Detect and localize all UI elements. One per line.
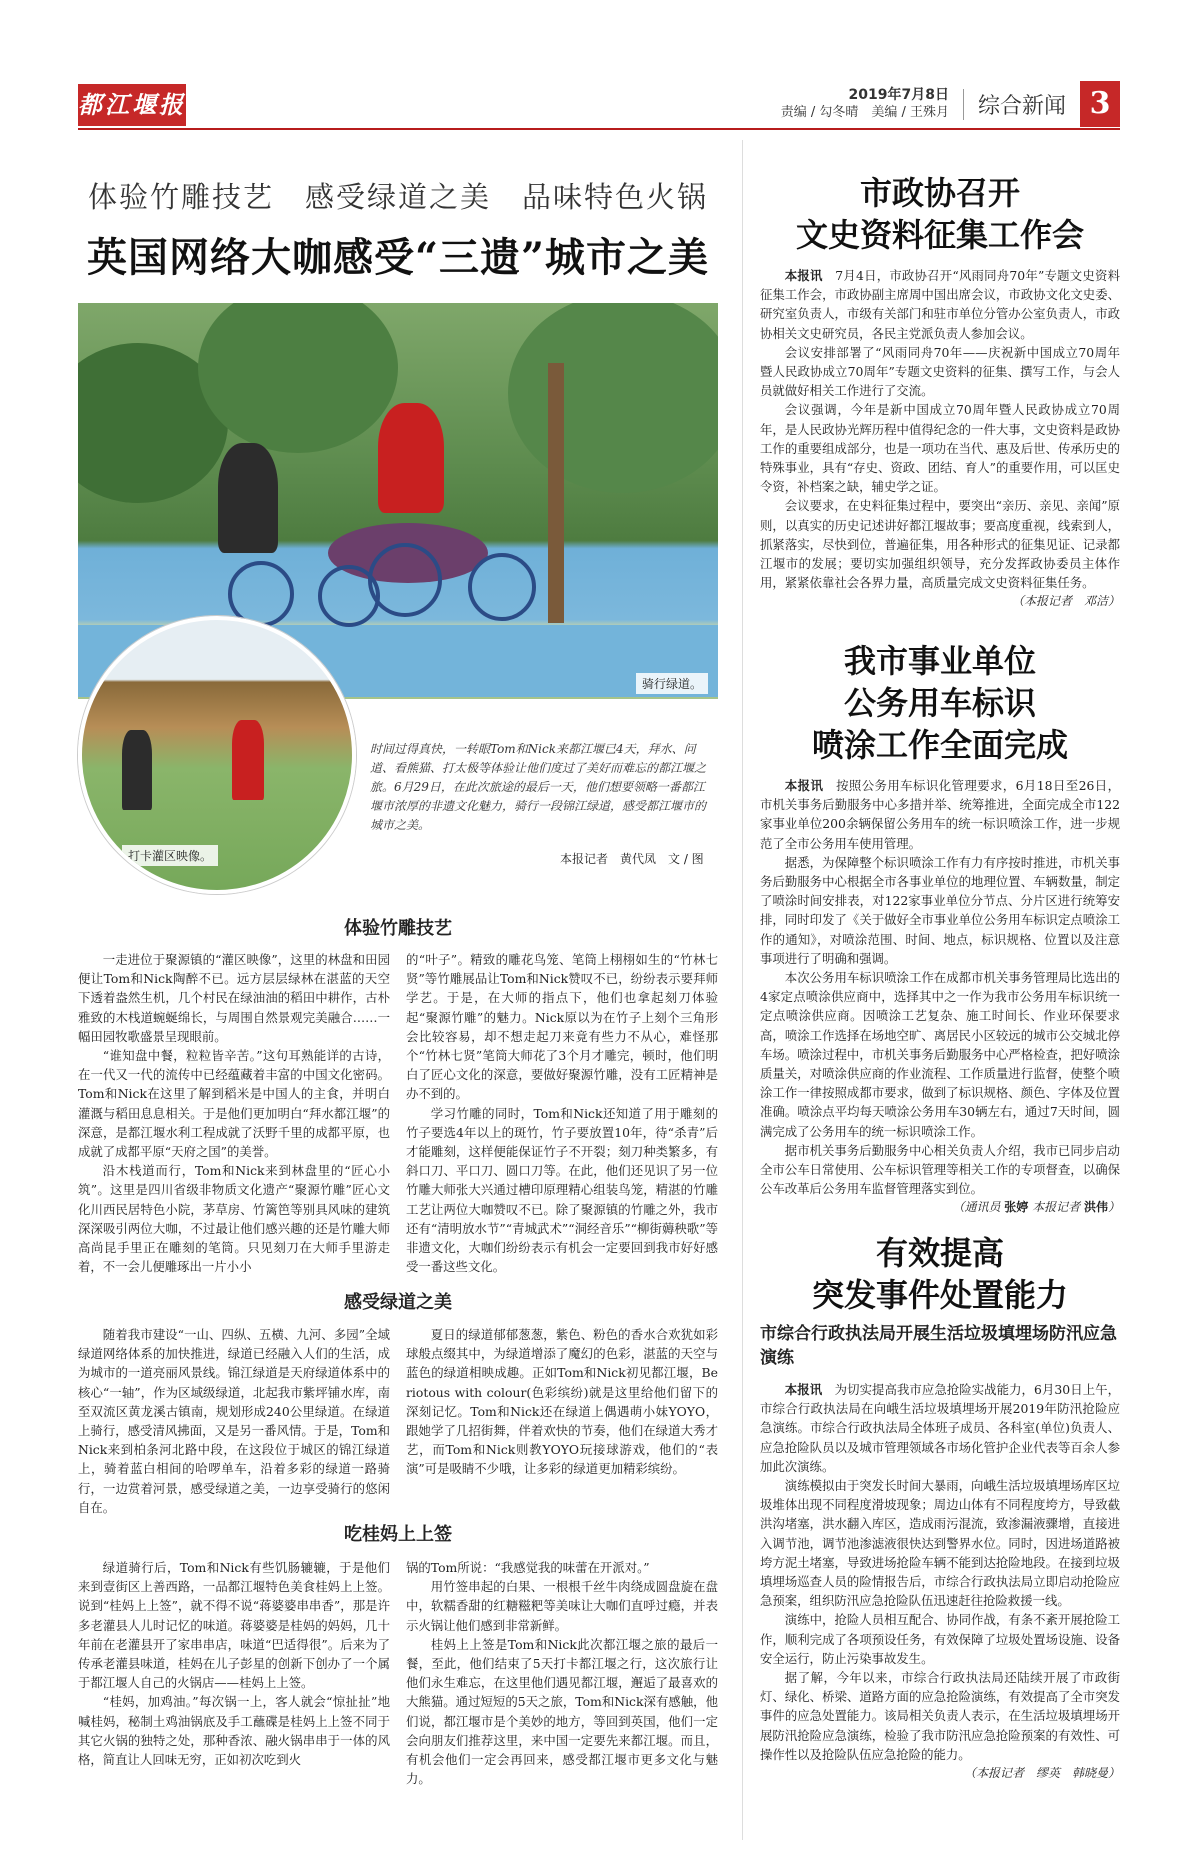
paragraph: 据了解，今年以来，市综合行政执法局还陆续开展了市政街灯、绿化、桥梁、道路方面的应急抢险演练，有效提高了全市突发事件的应急处置能力。该局相关负责人表示，在生活垃圾填埋场开展防汛抢险应急演练，检验了我市防汛应急抢险预案的有效性、可操作性以及抢险队伍应急抢险的能力。: [760, 1670, 1120, 1762]
text-column: [78, 1558, 390, 1788]
paragraph: 一走进位于聚源镇的“灌区映像”，这里的林盘和田园便让Tom和Nick陶醉不已。远方层层绿林在湛蓝的天空下透着盎然生机，几个村民在绿油油的稻田中耕作，古朴雅致的木栈道蜿蜒绵长，与周围自然景观完美融合……一幅田园牧歌盛景呈现眼前。: [78, 952, 390, 1044]
headline-line: 喷涂工作全面完成: [811, 726, 1068, 764]
paragraph: 7月4日，市政协召开“风雨同舟70年”专题文史资料征集工作会，市政协副主席周中国出席会议，市政协文化文史委、研究室负责人，市级有关部门和驻市单位分管办公室负责人，市政协相关文史研究员，各民主党派负责人参加会议。: [760, 268, 1121, 341]
headline-line: 公务用车标识: [843, 684, 1036, 722]
story-headline: [760, 172, 1120, 256]
credit-name: 洪伟: [1083, 1200, 1108, 1215]
tree-trunk: [548, 363, 564, 623]
story-body: [760, 776, 1120, 1218]
column-divider: [742, 140, 743, 1840]
story-headline: [760, 1232, 1120, 1316]
story-flood-drill: [760, 1232, 1120, 1783]
paragraph: 会议要求，在史料征集过程中，要突出“亲历、亲见、亲闻”原则，以真实的历史记述讲好都江堰故事；要高度重视，线索到人，抓紧落实，尽快到位，普遍征集，用各种形式的征集见证、记录都江堰市的发展；要切实加强组织领导，充分发挥政协委员主体作用，紧紧依靠社会各界力量，高质量完成文史资料征集任务。: [760, 498, 1120, 591]
paragraph: 沿木栈道而行，Tom和Nick来到林盘里的“匠心小筑”。这里是四川省级非物质文化遗产“聚源竹雕”匠心文化川西民居特色小院，茅草房、竹篱笆等别具风味的建筑深深吸引两位大咖，不过最让他们感兴趣的还是竹雕大师高尚昆手里正在雕刻的笔筒。只见刻刀在大师手里游走着，不一会儿便雕琢出一片小小: [78, 1163, 390, 1275]
paragraph: 会议安排部署了“风雨同舟70年——庆祝新中国成立70周年暨人民政协成立70周年”专题文史资料的征集、撰写工作，与会人员就做好相关工作进行了交流。: [760, 344, 1120, 399]
dateline: 本报讯: [784, 1382, 823, 1397]
credit-text: ）: [1107, 1200, 1120, 1215]
paragraph: 绿道骑行后，Tom和Nick有些饥肠辘辘，于是他们来到壹街区上善西路，一品都江堰特色美食桂妈上上签。说到“桂妈上上签”，就不得不说“蒋婆婆串串香”，那是许多老灌县人儿时记忆的味道。蒋婆婆是桂妈的妈妈，几十年前在老灌县开了家串串店，味道“巴适得很”。后来为了传承老灌县味道，桂妈在儿子彭星的创新下创办了一个属于都江堰人自己的火锅店——桂妈上上签。: [78, 1560, 390, 1691]
section-name: 综合新闻: [963, 89, 1080, 120]
headline-line: 突发事件处置能力: [811, 1276, 1068, 1314]
dateline: 本报讯: [784, 778, 824, 793]
lead-story-header: [78, 175, 718, 283]
page-number: 3: [1080, 81, 1120, 127]
headline-line: 有效提高: [875, 1234, 1004, 1272]
text-column: [406, 1325, 718, 1517]
credit-name: 张婷: [1004, 1200, 1029, 1215]
paragraph: 学习竹雕的同时，Tom和Nick还知道了用于雕刻的竹子要选4年以上的斑竹，竹子要放置10年，待“杀青”后才能雕刻，这样便能保证竹子不开裂；刻刀种类繁多，有斜口刀、平口刀、圆口刀等。在此，他们还见识了另一位竹雕大师张大兴通过槽印原理精心组装鸟笼，精湛的竹雕工艺让两位大咖赞叹不已。除了聚源镇的竹雕之外，我市还有“清明放水节”“青城武术”“洞经音乐”“柳街薅秧歌”等非遗文化，大咖们纷纷表示有机会一定要回到我市好好感受一番这些文化。: [406, 1105, 718, 1275]
rider-nick: [218, 443, 278, 553]
story-vehicle-marking: [760, 640, 1120, 1218]
paragraph: 演练模拟由于突发长时间大暴雨，向峨生活垃圾填埋场库区垃圾堆体出现不同程度滑坡现象；周边山体有不同程度垮方，导致截洪沟堵塞，洪水翻入库区，造成雨污混流，致渗漏液骤增，直接进入调节池，调节池渗滤液很快达到警界水位。同时，因进场道路被垮方泥土堵塞，导致进场抢险车辆不能到达抢险地段。在接到垃圾填埋场巡查人员的险情报告后，市综合行政执法局立即启动抢险应急预案，组织防汛应急抢险队伍迅速赶往抢险救援一线。: [760, 1478, 1120, 1609]
headline-line: 我市事业单位: [843, 642, 1036, 680]
section-title-bamboo: 体验竹雕技艺: [344, 918, 452, 939]
masthead: [78, 80, 1120, 130]
reporter-credit: [760, 1198, 1120, 1217]
masthead-info: [781, 80, 1120, 128]
text-column: [406, 1558, 718, 1788]
paragraph: 为切实提高我市应急抢险实战能力，6月30日上午，市综合行政执法局在向峨生活垃圾填埋场开展2019年防汛抢险应急演练。市综合行政执法局全体班子成员、各科室(单位)负责人、应急抢险队员以及城市管理领域各市场化管护企业代表等百余人参加此次演练。: [760, 1382, 1121, 1474]
newspaper-logo: 都江堰报: [78, 84, 186, 126]
section-title-hotpot: 吃桂妈上上签: [344, 1524, 452, 1545]
kicker: 体验竹雕技艺 感受绿道之美 品味特色火锅: [87, 180, 708, 214]
paragraph: “桂妈，加鸡油。”每次锅一上，客人就会“惊扯扯”地喊桂妈，秘制土鸡油锅底及手工蘸碟是桂妈上上签不同于其它火锅的独特之处，那种香浓、融火锅串串于一体的风格，简直让人回味无穷，正如初次吃到火: [78, 1694, 390, 1768]
section-title-greenway: 感受绿道之美: [344, 1292, 452, 1313]
credit-text: （通讯员: [952, 1200, 1001, 1215]
story-cppcc: [760, 172, 1120, 612]
paragraph: 本次公务用车标识喷涂工作在成都市机关事务管理局比选出的4家定点喷涂供应商中，选择其中之一作为我市公务用车标识统一定点喷涂供应商。因喷涂工艺复杂、施工时间长、作业环保要求高，喷涂工作选择在场地空旷、离居民小区较远的城市公交城北停车场。喷涂过程中，市机关事务后勤服务中心严格检查，把好喷涂质量关，对喷涂供应商的作业流程、工作质量进行监督，使整个喷涂工作一律按照成都市要求，做到了标识规格、颜色、字体及位置准确。喷涂点平均每天喷涂公务用车30辆左右，通过7天时间，圆满完成了公务用车的统一标识喷涂工作。: [760, 970, 1120, 1139]
issue-info: [781, 86, 963, 122]
paragraph: 按照公务用车标识化管理要求，6月18日至26日，市机关事务后勤服务中心多措并举、统筹推进，全面完成全市122家事业单位200余辆保留公务用车的统一标识喷涂工作，进一步规范了全市公务用车使用管理。: [760, 778, 1121, 851]
bike-wheel: [468, 553, 536, 621]
editor-credits: 责编 / 勾冬晴 美编 / 王殊月: [780, 105, 949, 120]
paragraph: 随着我市建设“一山、四纵、五横、九河、多园”全域绿道网络体系的加快推进，绿道已经融入人们的生活，成为城市的一道亮丽风景线。锦江绿道是天府绿道体系中的核心“一轴”，作为区域级绿道，北起我市紫坪铺水库，南至双流区黄龙溪古镇南，规划形成240公里绿道。在绿道上骑行，感受清风拂面，又是另一番风情。于是，Tom和Nick来到柏条河北路中段，在这段位于城区的锦江绿道上，骑着蓝白相间的哈啰单车，沿着多彩的绿道一路骑行，一边赏着河景，感受绿道之美，一边享受骑行的悠闲自在。: [78, 1327, 390, 1515]
paragraph: 据市机关事务后勤服务中心相关负责人介绍，我市已同步启动全市公车日常使用、公车标识管理等相关工作的专项督查，以确保公车改革后公务用车监督管理落实到位。: [760, 1142, 1120, 1197]
paragraph: 桂妈上上签是Tom和Nick此次都江堰之旅的最后一餐，至此，他们结束了5天打卡都江堰之行，这次旅行让他们永生难忘，在这里他们遇见都江堰，邂逅了最喜欢的大熊猫。通过短短的5天之旅，Tom和Nick深有感触，他们说，都江堰市是个美妙的地方，等回到英国，他们一定会向朋友们推荐这里，来中国一定要先来都江堰。而且，有机会他们一定会再回来，感受都江堰市更多文化与魅力。: [406, 1636, 718, 1787]
inset-photo: [78, 616, 356, 894]
paragraph: “谁知盘中餐，粒粒皆辛苦。”这句耳熟能详的古诗，在一代又一代的流传中已经蕴藏着丰富的中国文化密码。Tom和Nick在这里了解到稻米是中国人的主食，并明白灌溉与稻田息息相关。于是他们更加明白“拜水都江堰”的深意，是都江堰水利工程成就了沃野千里的成都平原，也成就了成都平原“天府之国”的美誉。: [78, 1048, 390, 1160]
paragraph: 会议强调，今年是新中国成立70周年暨人民政协成立70周年，是人民政协光辉历程中值得纪念的一件大事，文史资料是政协工作的重要组成部分，也是一项功在当代、惠及后世、传承历史的特殊事业，具有“存史、资政、团结、育人”的重要作用，可以匡史令资，补档案之缺，辅史学之证。: [760, 402, 1120, 495]
story-headline: [760, 640, 1120, 766]
text-column: [78, 950, 390, 1276]
photo-label-cycling: 骑行绿道。: [636, 673, 708, 694]
section-hotpot-body: [78, 1558, 718, 1788]
paragraph: 用竹签串起的白果、一根根千丝牛肉绕成圆盘旋在盘中，软糯香甜的红糖糍粑等美味让大咖们直呼过瘾，并表示火锅让他们感到非常新鲜。: [406, 1579, 718, 1633]
story-body: [760, 266, 1120, 612]
photo-caption: 时间过得真快，一转眼Tom和Nick来都江堰已4天，拜水、问道、看熊猫、打太极等体验让他们度过了美好而难忘的都江堰之旅。6月29日，在此次旅途的最后一天，他们想要领略一番都江堰市浓厚的非遗文化魅力，骑行一段锦江绿道，感受都江堰市的城市之美。: [370, 742, 707, 832]
story-subhead: 市综合行政执法局开展生活垃圾填埋场防汛应急演练: [760, 1324, 1117, 1368]
paragraph: 据悉，为保障整个标识喷涂工作有力有序按时推进，市机关事务后勤服务中心根据全市各事业单位的地理位置、车辆数量，制定了喷涂时间安排表，对122家事业单位分节点、分片区进行统筹安排，同时印发了《关于做好全市事业单位公务用车标识定点喷涂工作的通知》，对喷涂范围、时间、地点，标识规格、位置以及注意事项进行了明确和强调。: [760, 854, 1120, 966]
section-bamboo-body: [78, 950, 718, 1276]
photo-label-inset: 打卡灌区映像。: [122, 845, 218, 866]
paragraph: 锅的Tom所说：“我感觉我的味蕾在开派对。”: [406, 1560, 650, 1575]
page-title: 英国网络大咖感受“三遗”城市之美: [86, 234, 709, 281]
bike-wheel: [368, 543, 442, 617]
paragraph: 演练中，抢险人员相互配合、协同作战，有条不紊开展抢险工作，顺利完成了各项预设任务，有效保障了垃圾处置场设施、设备安全运行，防止污染事故发生。: [760, 1612, 1120, 1666]
section-greenway-body: [78, 1325, 718, 1517]
headline-line: 市政协召开: [859, 174, 1020, 212]
credit-text: 本报记者: [1032, 1200, 1081, 1215]
person-tom: [232, 720, 264, 800]
issue-date: 2019年7月8日: [848, 87, 949, 103]
text-column: [406, 950, 718, 1276]
tree-foliage: [198, 303, 398, 453]
person-nick: [122, 730, 152, 810]
dateline: 本报讯: [784, 268, 823, 283]
reporter-credit: （本报记者 邓洁）: [1011, 594, 1120, 609]
tree-foliage: [508, 303, 718, 493]
story-body: [760, 1380, 1120, 1783]
headline-line: 文史资料征集工作会: [795, 216, 1084, 254]
text-column: [78, 1325, 390, 1517]
reporter-credit: （本报记者 缪英 韩晓曼）: [963, 1766, 1120, 1781]
paragraph: 夏日的绿道郁郁葱葱，紫色、粉色的香水合欢犹如彩球般点缀其中，为绿道增添了魔幻的色彩，湛蓝的天空与蓝色的绿道相映成趣。正如Tom和Nick初见都江堰，Be riotous with colour(色彩缤纷)就是这里给他们留下的深刻记忆。Tom和Nick还在绿道上偶遇萌小妹YOYO，跟她学了几招街舞，伴着欢快的节奏，他们在绿道大秀才艺，而Tom和Nick则教YOYO玩接球游戏，他们的“表演”可是吸睛不少哦，让多彩的绿道更加精彩缤纷。: [406, 1327, 718, 1477]
photo-byline: 本报记者 黄代凤 文 / 图: [560, 852, 704, 866]
rider-tom: [378, 403, 444, 513]
paragraph: 的“叶子”。精致的雕花鸟笼、笔筒上栩栩如生的“竹林七贤”等竹雕展品让Tom和Nick赞叹不已，纷纷表示要拜师学艺。于是，在大师的指点下，他们也拿起刻刀体验起“聚源竹雕”的魅力。Nick原以为在竹子上刻个三角形会比较容易，却不想走起刀来竟有些力不从心，难怪那个“竹林七贤”笔筒大师花了3个月才雕完，顿时，他们明白了匠心文化的深意，要做好聚源竹雕，没有工匠精神是办不到的。: [406, 952, 718, 1102]
